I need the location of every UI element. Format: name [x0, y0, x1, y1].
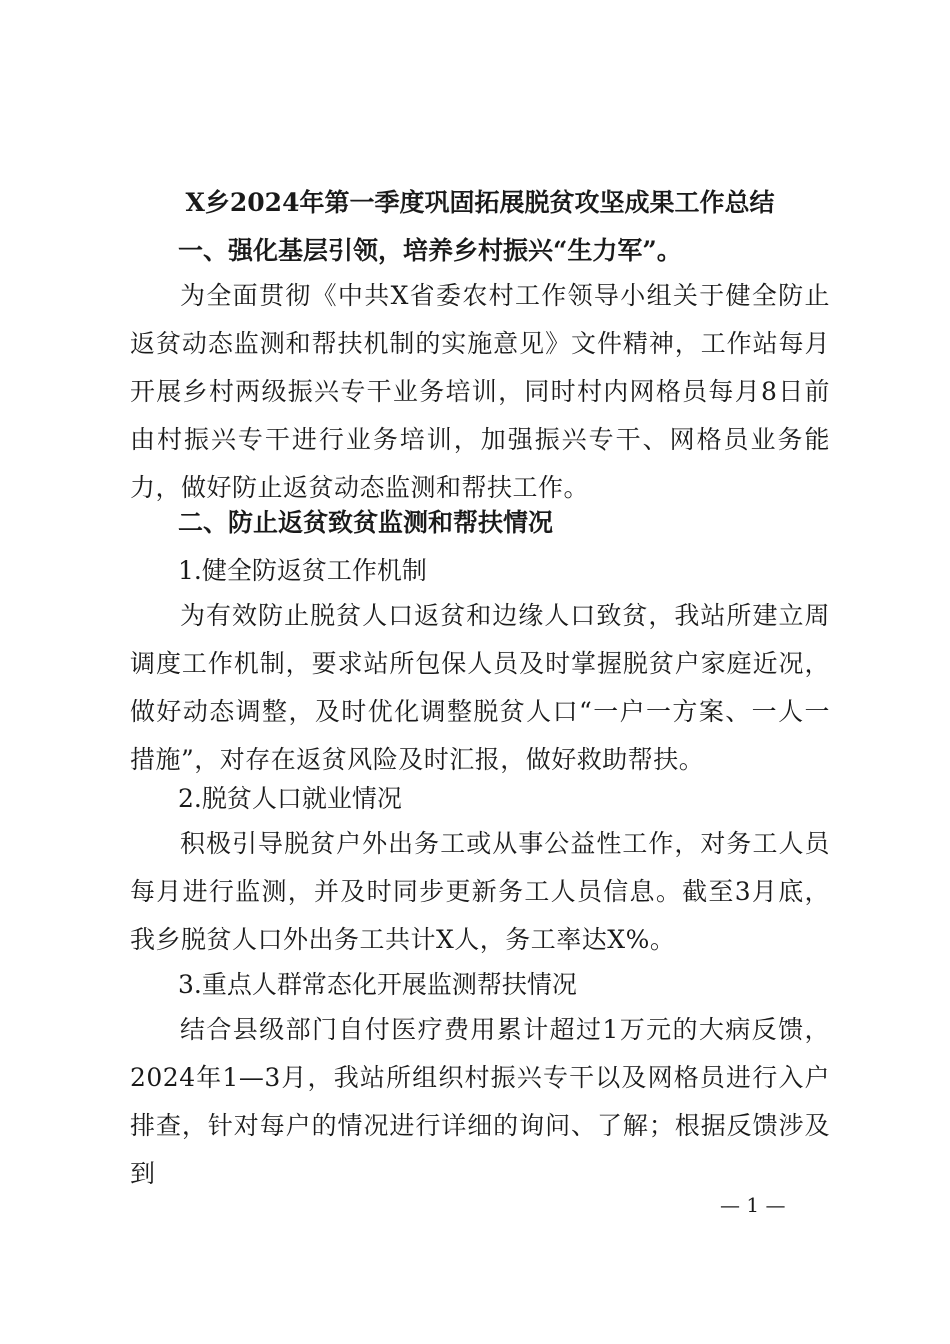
- subsection-title-3: 3.重点人群常态化开展监测帮扶情况: [178, 970, 577, 999]
- section-heading-1: 一、强化基层引领，培养乡村振兴“生力军”。: [178, 236, 682, 265]
- section-heading-2: 二、防止返贫致贫监测和帮扶情况: [178, 508, 554, 537]
- document-title: X乡2024年第一季度巩固拓展脱贫攻坚成果工作总结: [185, 188, 775, 217]
- subsection-3-paragraph: 结合县级部门自付医疗费用累计超过1万元的大病反馈，2024年1—3月，我站所组织村振兴专干以及网格员进行入户排查，针对每户的情况进行详细的询问、了解；根据反馈涉及到: [130, 1015, 830, 1188]
- subsection-title-2: 2.脱贫人口就业情况: [178, 784, 402, 813]
- subsection-1-paragraph: 为有效防止脱贫人口返贫和边缘人口致贫，我站所建立周调度工作机制，要求站所包保人员及时掌握脱贫户家庭近况，做好动态调整，及时优化调整脱贫人口“一户一方案、一人一措施”，对存在返贫风险及时汇报，做好救助帮扶。: [130, 601, 830, 774]
- subsection-2-paragraph: 积极引导脱贫户外出务工或从事公益性工作，对务工人员每月进行监测，并及时同步更新务工人员信息。截至3月底，我乡脱贫人口外出务工共计X人，务工率达X%。: [130, 829, 830, 954]
- section-1-paragraph: 为全面贯彻《中共X省委农村工作领导小组关于健全防止返贫动态监测和帮扶机制的实施意见》文件精神，工作站每月开展乡村两级振兴专干业务培训，同时村内网格员每月8日前由村振兴专干进行业务培训，加强振兴专干、网格员业务能力，做好防止返贫动态监测和帮扶工作。: [130, 281, 830, 502]
- subsection-title-1: 1.健全防返贫工作机制: [178, 556, 427, 585]
- page-number: — 1 —: [720, 1193, 786, 1217]
